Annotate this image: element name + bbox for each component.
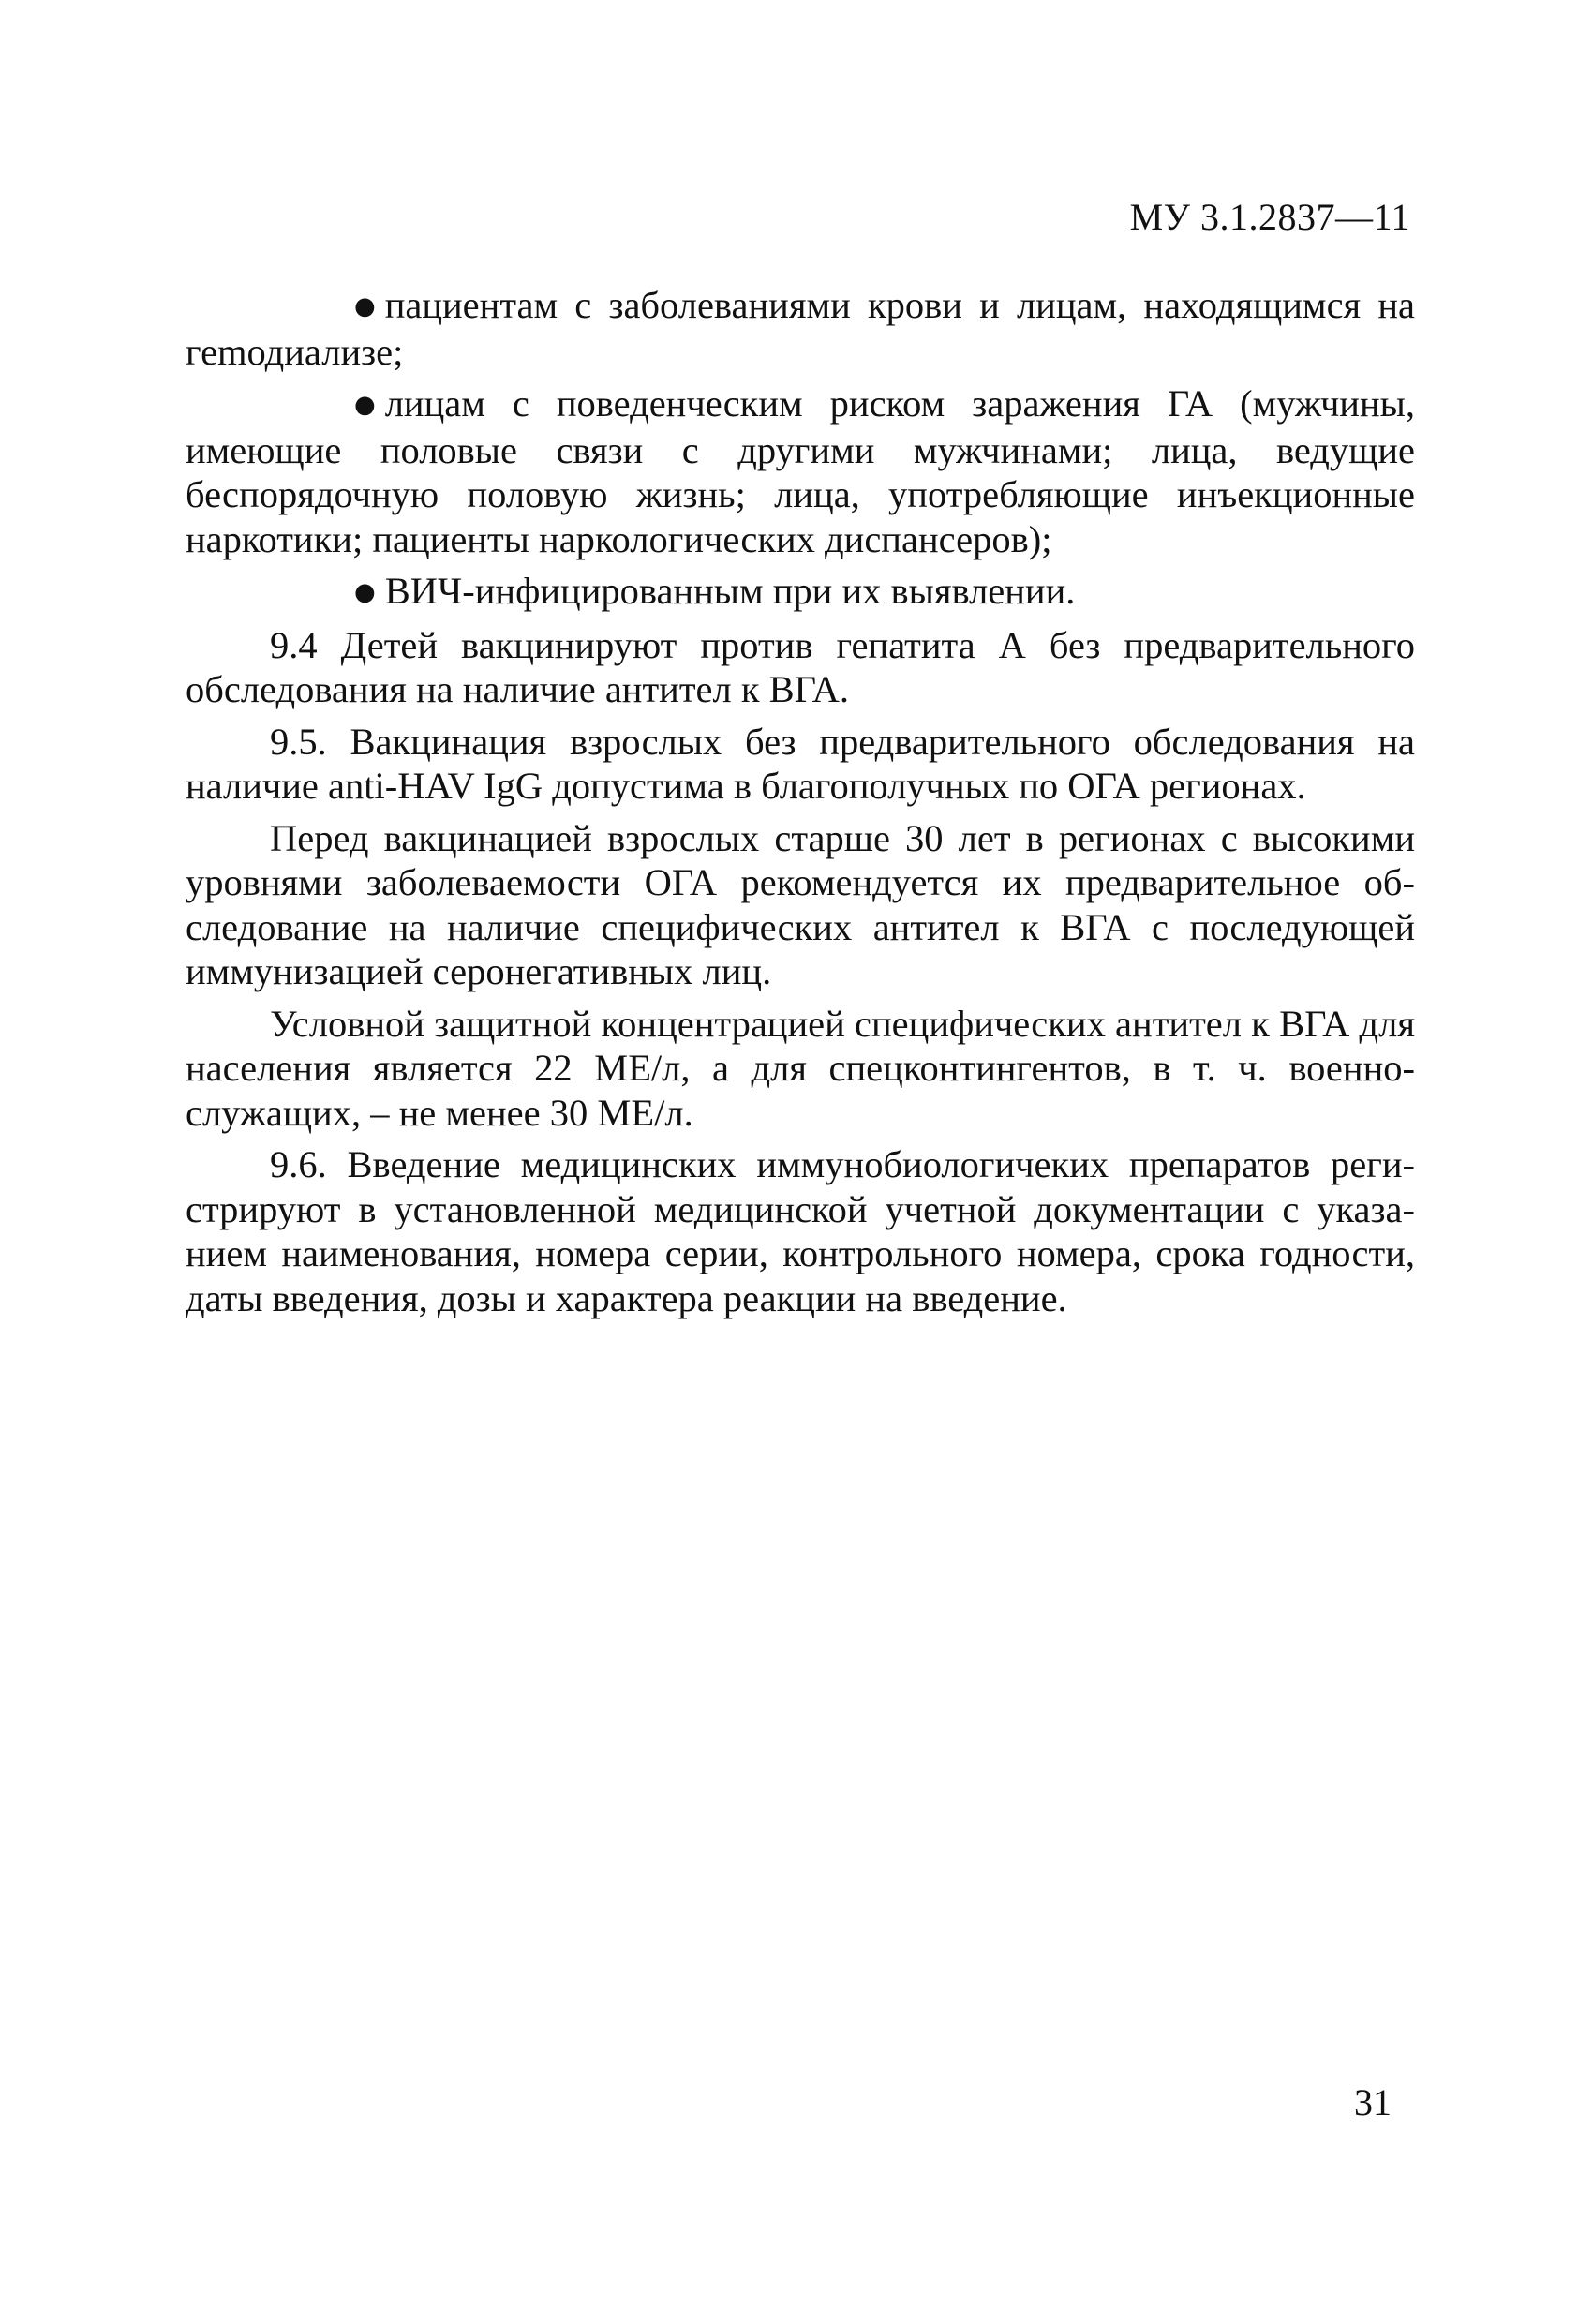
paragraph-text: 9.4 Детей вакцинируют против гепатита А без предварительного обследования на наличие антител к ВГА. [186,623,1415,710]
bullet-icon: ● [354,578,376,606]
paragraph-text: 9.5. Вакцинация взрослых без предварительного обследования на наличие anti-HAV IgG допустима в благополучных по ОГА регионах. [186,720,1415,807]
bullet-icon: ● [354,391,376,419]
paragraph-section-9-5 [186,720,1415,809]
bullet-icon: ● [354,292,376,320]
page-number: 31 [1354,2081,1392,2123]
paragraph-adult-screening [186,816,1415,994]
bullet-item [186,381,1415,561]
paragraph-section-9-6 [186,1142,1415,1320]
paragraph-text: лицам с поведенческим риском заражения ГА (мужчины, имеющие половые связи с другими мужчинами; лица, ведущие беспорядочную половую жизнь; лица, употребляющие инъекционные наркотики; пациенты наркологических диспансеров); [186,382,1415,560]
paragraph-protective-concentration [186,1002,1415,1136]
paragraph-text: ВИЧ-инфицированным при их выявлении. [384,570,1076,612]
bullet-item [186,283,1415,374]
bullet-item [186,569,1415,616]
paragraph-section-9-4 [186,623,1415,712]
paragraph-text: 9.6. Введение медицинских иммунобиологичеких препаратов регистрируют в установленной медицинской учетной документации с указанием наименования, номера серии, контрольного номера, срока годности, даты введения, дозы и характера реакции на введение. [186,1143,1415,1319]
paragraph-text: Условной защитной концентрацией специфических антител к ВГА для населения является 22 МЕ/л, а для спецконтингентов, в т. ч. военнослужащих, – не менее 30 МЕ/л. [186,1002,1415,1134]
paragraph-text: Перед вакцинацией взрослых старше 30 лет в регионах с высокими уровнями заболеваемости ОГА рекомендуется их предварительное обследование на наличие специфических антител к ВГА с последующей иммунизацией серонегативных лиц. [186,816,1415,992]
running-header-doc-code: МУ 3.1.2837—11 [1129,196,1410,238]
body-text [186,283,1415,1328]
paragraph-text: пациентам с заболеваниями крови и лицам, находящимся на геmодиализе; [186,284,1415,373]
